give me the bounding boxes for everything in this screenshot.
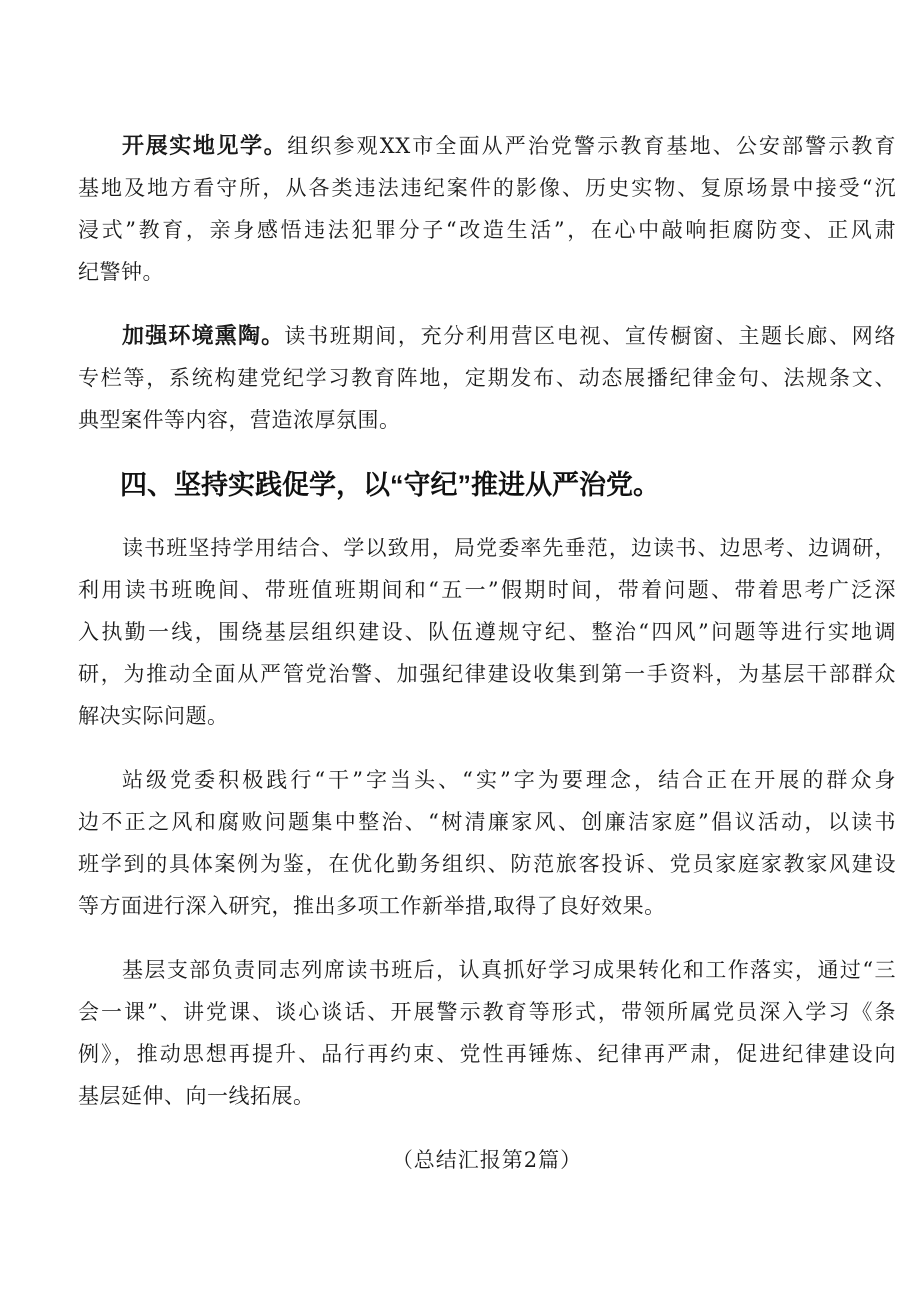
text-line: 会一课”、讲党课、谈心谈话、开展警示教育等形式，带领所属党员深入学习《条 [78,1000,896,1024]
text-line: 典型案件等内容，营造浓厚氛围。 [78,408,401,432]
paragraph [78,759,896,927]
text-line: 纪警钟。 [78,260,164,284]
section-heading: 四、坚持实践促学，以“守纪”推进从严治党。 [120,470,660,500]
text-line: 班学到的具体案例为鉴，在优化勤务组织、防范旅客投诉、党员家庭家教家风建设 [78,852,896,876]
paragraph-text: 组织参观XX市全面从严治党警示教育基地、公安部警示教育 [287,134,896,158]
text-line: 等方面进行深入研究，推出多项工作新举措,取得了良好效果。 [78,894,666,918]
text-line: 站级党委积极践行“干”字当头、“实”字为要理念，结合正在开展的群众身 [122,768,896,792]
text-line [78,315,896,357]
text-line: 例》，推动思想再提升、品行再约束、党性再锤炼、纪律再严肃，促进纪律建设向 [78,1042,896,1066]
paragraph [78,527,896,737]
text-line: 解决实际问题。 [78,704,229,728]
paragraph-text: 读书班期间，充分利用营区电视、宣传橱窗、主题长廊、网络 [284,324,896,348]
text-line: 读书班坚持学用结合、学以致用，局党委率先垂范，边读书、边思考、边调研， [122,536,896,560]
text-line: 专栏等，系统构建党纪学习教育阵地，定期发布、动态展播纪律金句、法规条文、 [78,366,896,390]
text-line: 基层支部负责同志列席读书班后，认真抓好学习成果转化和工作落实，通过“三 [122,958,896,982]
paragraph-lead: 开展实地见学。 [122,133,288,158]
text-line: 基层延伸、向一线拓展。 [78,1084,315,1108]
text-line: 入执勤一线，围绕基层组织建设、队伍遵规守纪、整治“四风”问题等进行实地调 [78,620,896,644]
text-line: 研，为推动全面从严管党治警、加强纪律建设收集到第一手资料，为基层干部群众 [78,662,896,686]
text-line: 边不正之风和腐败问题集中整治、“树清廉家风、创廉洁家庭”倡议活动，以读书 [78,810,896,834]
text-line: 浸式”教育，亲身感悟违法犯罪分子“改造生活”，在心中敲响拒腐防变、正风肃 [78,218,896,242]
text-line: 基地及地方看守所，从各类违法违纪案件的影像、历史实物、复原场景中接受“沉 [78,176,896,200]
paragraph-lead: 加强环境熏陶。 [122,323,285,348]
paragraph [78,315,896,441]
text-line: 利用读书班晚间、带班值班期间和“五一”假期时间，带着问题、带着思考广泛深 [78,578,896,602]
paragraph [78,949,896,1117]
text-line [78,125,896,167]
paragraph [78,125,896,293]
closing-note: （总结汇报第2篇） [391,1148,583,1172]
